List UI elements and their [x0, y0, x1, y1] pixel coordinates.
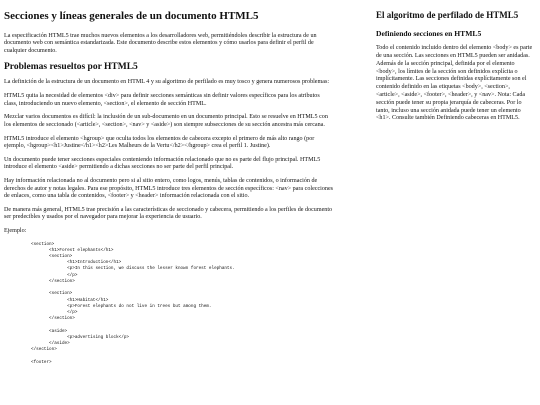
- code-example: <section> <h1>Forest elephants</h1> <section> <h1>Introduction</h1> <p>In this section, we discuss the lesser known forest elephants. </p> </section> <section> <h1>Habitat</h1> <p>Forest elephants do not live in trees but among them. </p> </section> <aside> <p>advertising block</p> </aside> </section> <footer>: [31, 241, 235, 365]
- body-paragraph: De manera más general, HTML5 trae precisión a las características de seccionado y cabecera, permitiendo a los perfiles de documento ser predecibles y usados por el navegador para mejorar la experiencia de usuario.: [4, 206, 333, 221]
- body-paragraph: Hay información relacionada no al documento pero si al sitio entero, como logos, menús, tablas de contenidos, o información de derechos de autor y notas legales. Para ese propósito, HTML5 introduce tres elementos de sección específicos: <nav> para colecciones de enlaces, como una tabla de contenidos, <footer> y <header> información relacionada con el sitio.: [4, 177, 334, 200]
- body-paragraph: HTML5 quita la necesidad de elementos <div> para definir secciones semánticas sin definir valores específicos para los atributos class, introduciendo un nuevo elemento, <section>, el elemento de sección HTML.: [4, 93, 320, 107]
- body-paragraph: HTML5 introduce el elemento <hgroup> que oculta todos los elementos de cabecera excepto el primero de más alto rango (por ejemplo, <hgroup><h1>Justine</h1><h2>Les Malheurs de la Vertu</h2></hgroup> crea el perfil 1. Justine).: [4, 135, 315, 150]
- section-heading: Problemas resueltos por HTML5: [4, 61, 138, 72]
- aside-text: Todo el contenido incluido dentro del elemento <body> es parte de una sección. Las secciones en HTML5 pueden ser anidadas. Además de la sección principal, definida por el elemento <body>, los límites de la sección son definidos explícita o implícitamente. Las secciones definidas explícitamente son el contenido definido en las etiquetas <body>, <section>, <article>, <aside>, <footer>, <header>, y <nav>. Nota: Cada sección puede tener su propia jerarquía de cabeceras. Por lo tanto, incluso una sección anidada puede tener un elemento <h1>. Consulte también Definiendo cabeceras en HTML5.: [376, 45, 533, 122]
- body-paragraph: Mezclar varios documentos es difícil: la inclusión de un sub-documento en un documento principal. Esto se resuelve en HTML5 con los elementos de seccionado (<article>, <section>, <nav> y <aside>) son siempre subsecciones de su sección ancestra más cercana.: [4, 114, 328, 128]
- aside-title: El algoritmo de perfilado de HTML5: [376, 10, 519, 20]
- aside-panel: [376, 10, 534, 129]
- aside-subtitle: Definiendo secciones en HTML5: [376, 28, 482, 38]
- intro-paragraph: La especificación HTML5 trae muchos nuevos elementos a los desarrolladores web, permitiéndoles describir la estructura de un documento web con semántica estandarizada. Este documento describe estos elementos y cómo usarlos para definir el perfil de cualquier documento.: [4, 32, 317, 54]
- body-paragraph: Un documento puede tener secciones especiales conteniendo información relacionado que no es parte del flujo principal. HTML5 introduce el elemento <aside> permitiendo a dichas secciones no ser parte del perfil principal.: [4, 156, 321, 171]
- body-paragraph: La definición de la estructura de un documento en HTML 4 y su algoritmo de perfilado es muy tosco y genera numerosos problemas:: [4, 79, 330, 86]
- page-title: Secciones y líneas generales de un documento HTML5: [4, 10, 259, 22]
- example-label: Ejemplo:: [4, 227, 27, 234]
- main-content: [4, 10, 334, 366]
